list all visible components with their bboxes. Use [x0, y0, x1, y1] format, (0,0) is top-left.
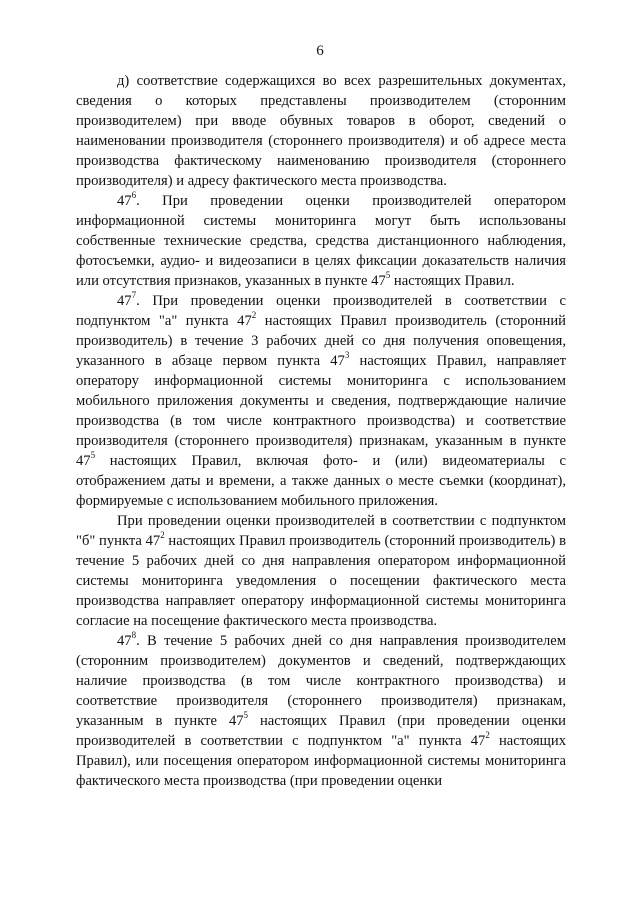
superscript: 5: [90, 450, 96, 461]
text-run: При проведении оценки производителей в соответствии с подпунктом "б" пункта 47: [76, 513, 566, 549]
text-run: 47: [117, 293, 132, 309]
paragraph: [76, 291, 566, 511]
superscript: 2: [485, 730, 490, 741]
text-run: 47: [117, 193, 132, 209]
paragraph: [76, 71, 566, 191]
paragraph: [76, 511, 566, 631]
superscript: 6: [131, 190, 137, 201]
paragraph: [76, 631, 566, 791]
superscript: 2: [160, 530, 165, 541]
superscript: 5: [385, 270, 391, 281]
superscript: 7: [131, 290, 137, 301]
superscript: 8: [131, 630, 137, 641]
text-run: 47: [117, 633, 132, 649]
text-run: настоящих Правил производитель (сторонний производитель) в течение 5 рабочих дней со дня направления оператором информационной системы мониторинга уведомления о посещении фактического места производства направляет оператору информационной системы мониторинга согласие на посещение фактического места производства.: [76, 533, 567, 629]
text-run: настоящих Правил, направляет оператору информационной системы мониторинга с использованием мобильного приложения документы и сведения, подтверждающие наличие производства (в том числе контрактного производства) и соответствие производителя (стороннего производителя) признакам, указанным в пункте 47: [76, 353, 566, 469]
text-run: настоящих Правил, включая фото- и (или) видеоматериалы с отображением даты и времени, а также данных о месте съемки (координат), формируемые с использованием мобильного приложения.: [76, 453, 566, 509]
text-run: настоящих Правил), или посещения оператором информационной системы мониторинга фактического места производства (при проведении оценки: [76, 733, 566, 789]
document-body: [76, 71, 566, 791]
superscript: 3: [344, 350, 350, 361]
paragraph: [76, 191, 566, 291]
page-number: 6: [316, 43, 324, 59]
text-run: настоящих Правил.: [390, 273, 515, 289]
text-run: . В течение 5 рабочих дней со дня направления производителем (сторонним производителем) документов и сведений, подтверждающих наличие производства (в том числе контрактного производства) и соответствие производителя (стороннего производителя) признакам, указанным в пункте 47: [76, 633, 566, 729]
text-run: . При проведении оценки производителей оператором информационной системы мониторинга могут быть использованы собственные технические средства, средства дистанционного наблюдения, фотосъемки, аудио- и видеозаписи в целях фиксации доказательств наличия или отсутствия признаков, указанных в пункте 47: [76, 193, 566, 289]
text-run: д) соответствие содержащихся во всех разрешительных документах, сведения о которых представлены производителем (сторонним производителем) при вводе обувных товаров в оборот, сведений о наименовании производителя (стороннего производителя) и об адресе места производства фактическому наименованию производителя (стороннего производителя) и адресу фактического места производства.: [76, 73, 566, 189]
text-run: настоящих Правил производитель (сторонний производитель) в течение 3 рабочих дней со дня получения оповещения, указанного в абзаце первом пункта 47: [76, 313, 566, 369]
text-run: . При проведении оценки производителей в соответствии с подпунктом "а" пункта 47: [76, 293, 566, 329]
text-run: настоящих Правил (при проведении оценки производителей в соответствии с подпунктом "а" пункта 47: [76, 713, 566, 749]
superscript: 5: [243, 710, 249, 721]
superscript: 2: [251, 310, 257, 321]
